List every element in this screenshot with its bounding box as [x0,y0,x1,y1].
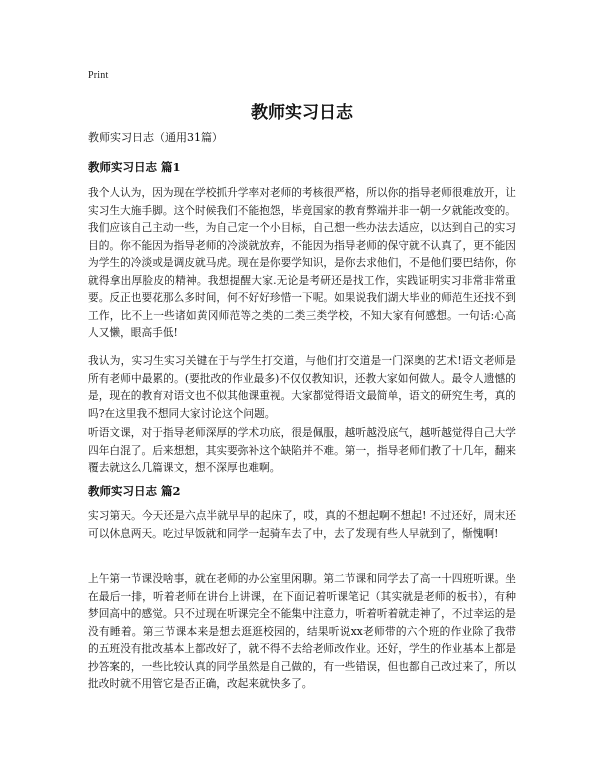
section-2-paragraph-2: 上午第一节课没啥事，就在老师的办公室里闲聊。第二节课和同学去了高一十四班听课。坐在最后一排，听着老师在讲台上讲课，在下面记着听课笔记（其实就是老师的板书），有种梦回高中的感觉。只不过现在听课完全不能集中注意力，听着听着就走神了，不过幸运的是没有睡着。第三节课本来是想去逛逛校园的，结果听说xx老师带的六个班的作业除了我带的五班没有批改基本上都改好了，就不得不去给老师改作业。还好，学生的作业基本上都是抄答案的，一些比较认真的同学虽然是自己做的，有一些错误，但也都自己改过来了，所以批改时就不用管它是否正确，改起来就快多了。 [88,572,516,690]
print-label: Print [88,70,109,81]
section-2-paragraph-1: 实习第天。今天还是六点半就早早的起床了，哎，真的不想起啊不想起! 不过还好，周末还可以休息两天。吃过早饭就和同学一起骑车去了中，去了发现有些人早就到了，惭愧啊! [88,509,516,540]
document-subtitle: 教师实习日志（通用31篇） [88,131,223,144]
section-1-paragraph-1: 我个人认为，因为现在学校抓升学率对老师的考核很严格，所以你的指导老师很难放开，让实习生大施手脚。这个时候我们不能抱怨，毕竟国家的教育弊端并非一朝一夕就能改变的。我们应该自己主动一些，为自己定一个小目标，自己想一些办法去适应，以达到自己的实习目的。你不能因为指导老师的冷淡就放弃，不能因为指导老师的保守就不认真了，更不能因为学生的冷淡或是调皮就马虎。现在是你要学知识，是你去求他们，不是他们要巴结你，你就得拿出厚脸皮的精神。我想提醒大家.无论是考研还是找工作，实践证明实习非常非常重要。反正也要花那么多时间，何不好好珍惜一下呢。如果说我们湖大毕业的师范生还找不到工作，比不上一些诸如黄冈师范等之类的二类三类学校，不知大家有何感想。一句话:心高人又懒，眼高手低! [88,186,516,339]
section-1-paragraph-3: 听语文课，对于指导老师深厚的学术功底，很是佩服，越听越没底气，越听越觉得自己大学四年白混了。后来想想，其实要弥补这个缺陷并不难。第一，指导老师们教了十几年，翻来覆去就这么几篇课文，想不深厚也难啊。 [88,426,516,474]
section-heading-2: 教师实习日志 篇2 [88,484,181,498]
document-title: 教师实习日志 [251,103,353,123]
section-1-paragraph-2: 我认为，实习生实习关键在于与学生打交道，与他们打交道是一门深奥的艺术!语文老师是所有老师中最累的。(要批改的作业最多)不仅仅教知识，还教大家如何做人。最令人遗憾的是，现在的教育对语文也不似其他课重视。大家都觉得语文最简单，语文的研究生考，真的吗?在这里我不想同大家讨论这个问题。 [88,354,516,420]
section-heading-1: 教师实习日志 篇1 [88,160,181,174]
